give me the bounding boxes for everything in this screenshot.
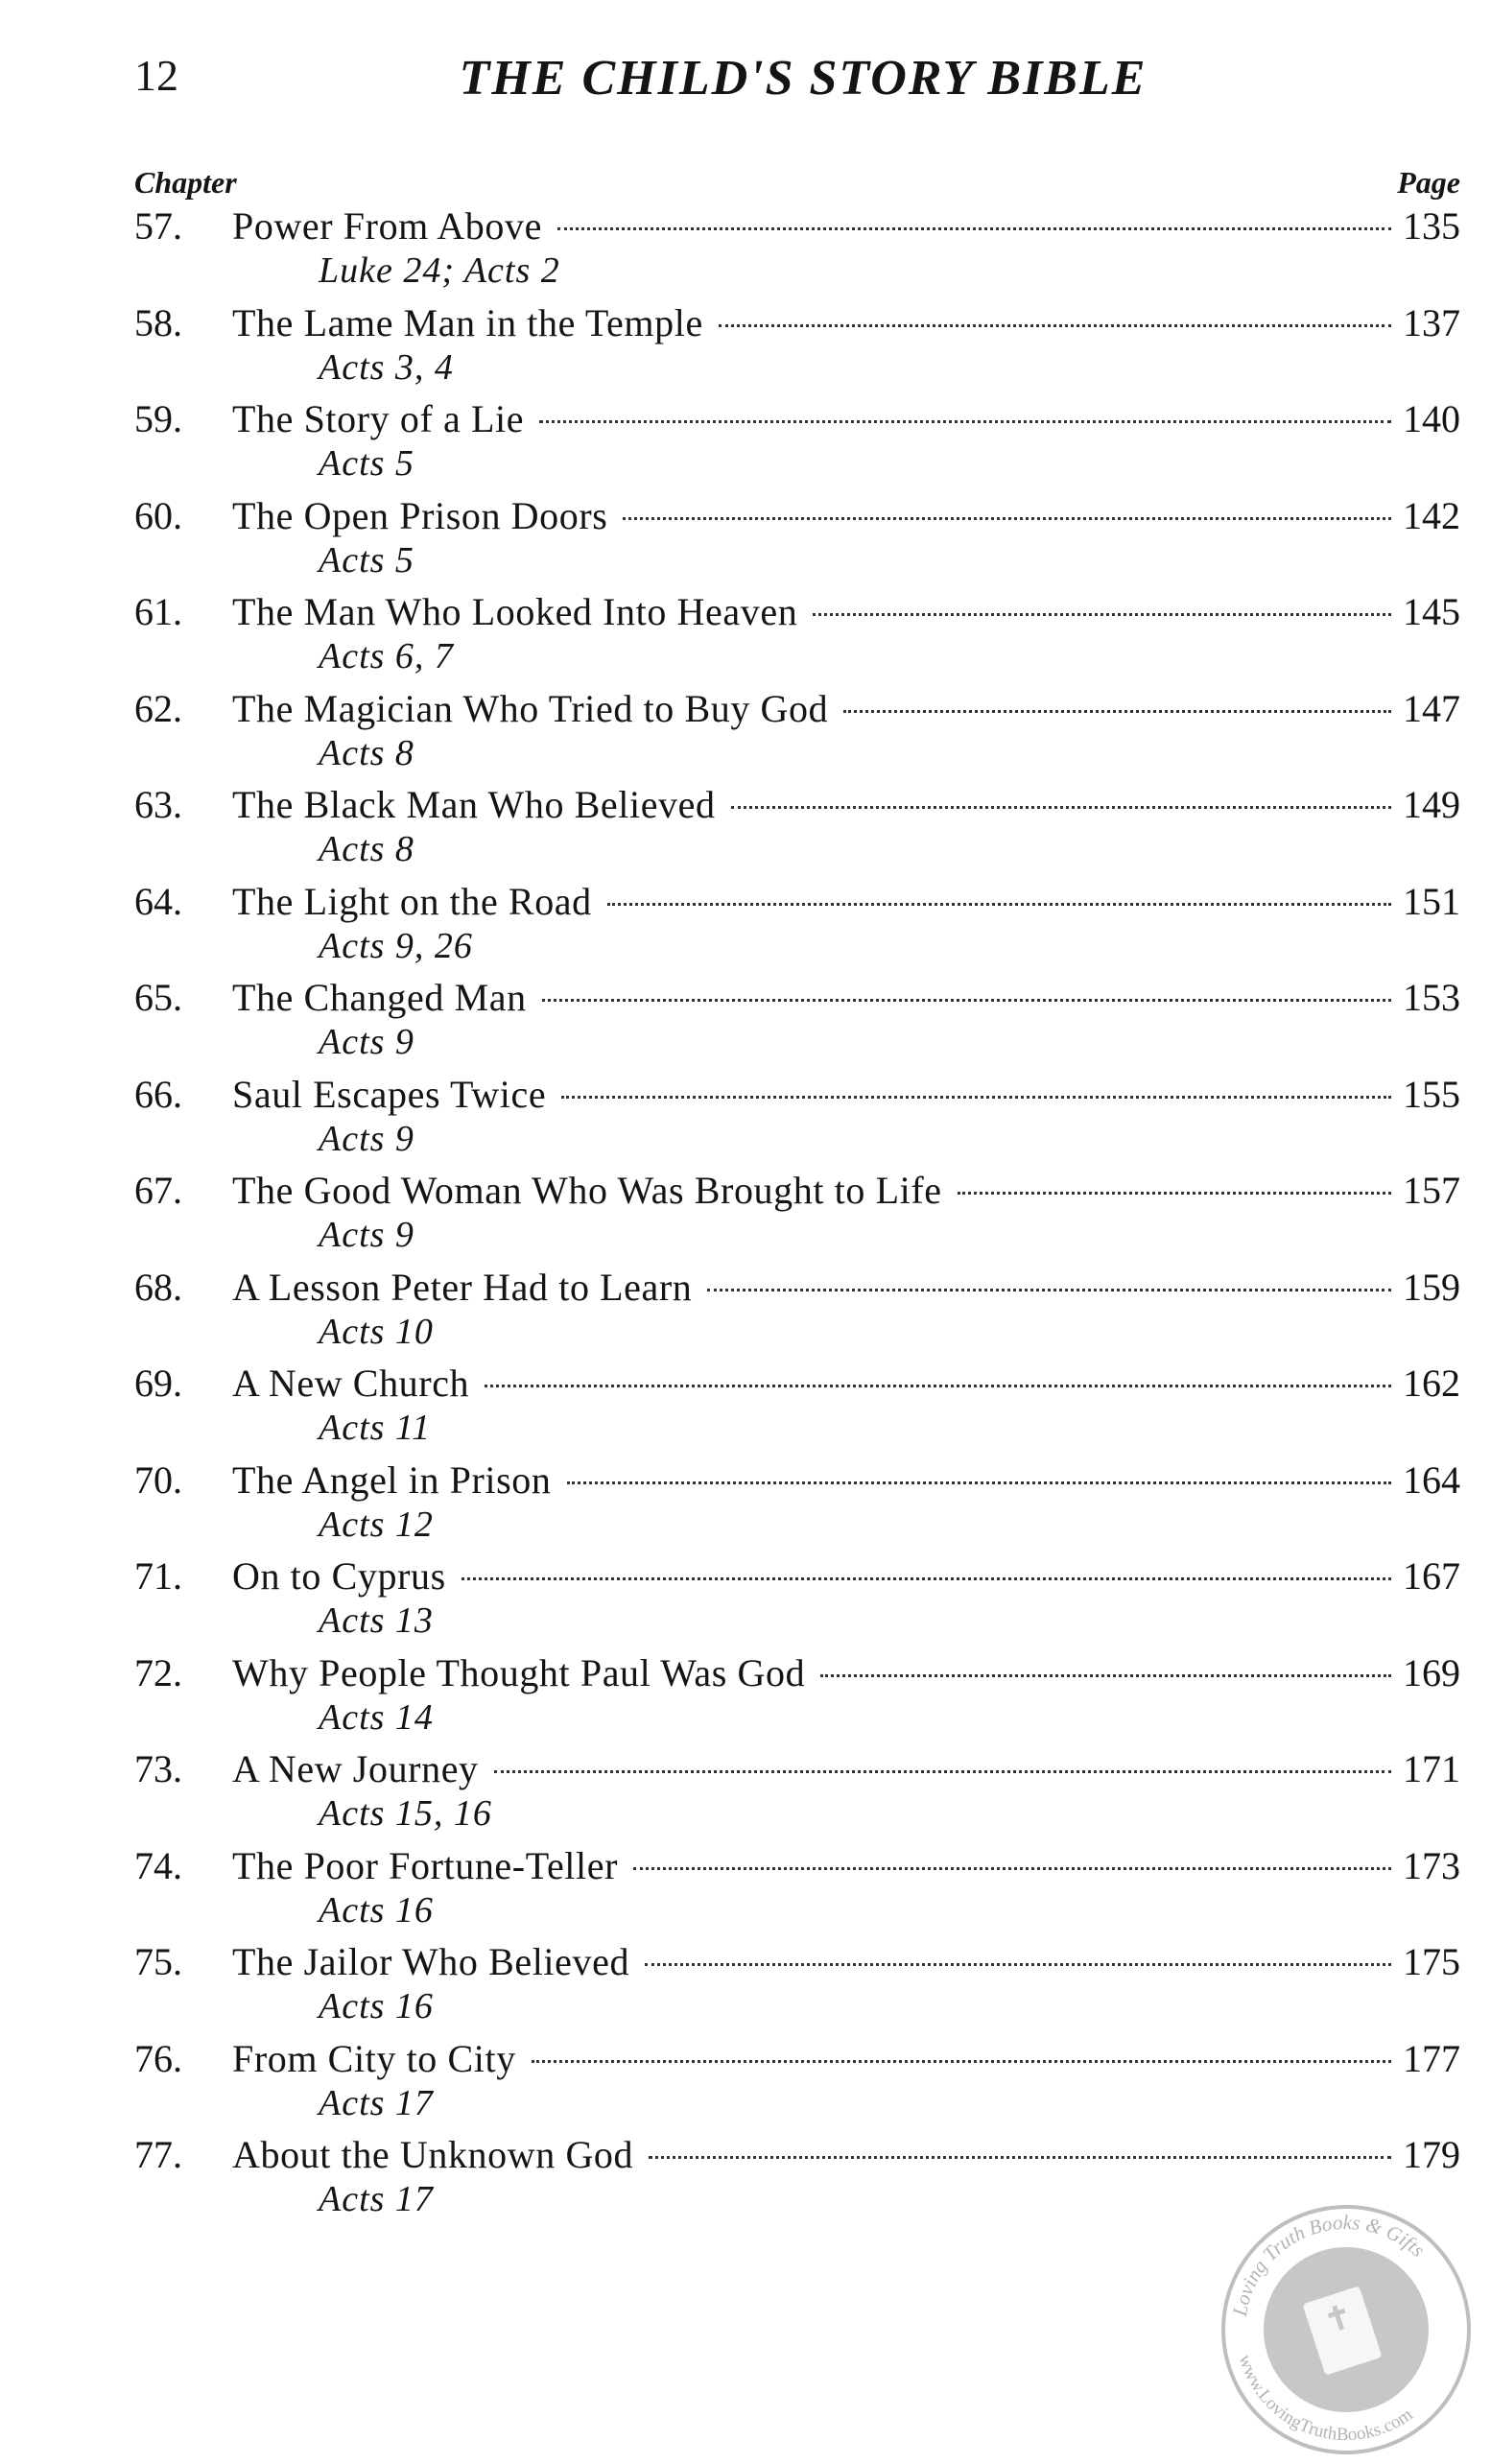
dot-leader — [958, 1192, 1391, 1195]
chapter-title: The Good Woman Who Was Brought to Life — [232, 1169, 942, 1212]
scripture-reference — [134, 1889, 1460, 1931]
chapter-number: 65. — [134, 976, 182, 1019]
chapter-number: 57. — [134, 204, 182, 248]
dot-leader — [567, 1481, 1392, 1484]
dot-leader — [707, 1289, 1391, 1291]
toc-entry — [134, 1553, 1460, 1650]
watermark-stamp — [1207, 2186, 1485, 2464]
page-column-heading: Page — [1397, 165, 1460, 200]
toc-entry-line — [134, 782, 1460, 828]
page-reference: 151 — [1403, 879, 1460, 923]
scripture-reference — [134, 1696, 1460, 1739]
page-reference: 147 — [1403, 686, 1460, 730]
column-headings — [134, 165, 1460, 203]
scripture-reference — [134, 1311, 1460, 1353]
toc-entry-line — [134, 975, 1460, 1021]
scripture-reference-text: Acts 9 — [319, 1215, 414, 1255]
chapter-number: 64. — [134, 879, 182, 923]
page-reference: 175 — [1403, 1940, 1460, 1983]
dot-leader — [633, 1867, 1391, 1870]
toc-entry-line — [134, 493, 1460, 539]
page-reference: 153 — [1403, 976, 1460, 1019]
watermark-text: Loving Truth Books & Gifts — [1227, 2210, 1430, 2318]
page-reference: 179 — [1403, 2133, 1460, 2176]
chapter-title: The Angel in Prison — [232, 1457, 552, 1502]
chapter-number: 67. — [134, 1169, 182, 1212]
page-reference: 145 — [1403, 590, 1460, 633]
toc-entry — [134, 1746, 1460, 1843]
scripture-reference — [134, 2082, 1460, 2124]
scripture-reference-text: Acts 6, 7 — [319, 636, 454, 676]
dot-leader — [623, 517, 1391, 520]
toc-entry-line — [134, 1265, 1460, 1311]
chapter-title: The Magician Who Tried to Buy God — [232, 686, 829, 730]
toc-entry — [134, 203, 1460, 300]
chapter-title: A Lesson Peter Had to Learn — [232, 1265, 693, 1309]
toc-entry-line — [134, 396, 1460, 442]
chapter-number: 72. — [134, 1650, 182, 1694]
chapter-title: Why People Thought Paul Was God — [232, 1650, 806, 1694]
page-reference: 177 — [1403, 2036, 1460, 2080]
scripture-reference — [134, 1021, 1460, 1063]
scripture-reference-text: Acts 9, 26 — [319, 925, 473, 966]
chapter-number: 70. — [134, 1457, 182, 1502]
toc-entry-line — [134, 686, 1460, 732]
toc-entry-line — [134, 1361, 1460, 1407]
scripture-reference — [134, 1118, 1460, 1160]
scripture-reference — [134, 925, 1460, 967]
scripture-reference — [134, 1599, 1460, 1642]
dot-leader — [494, 1770, 1391, 1773]
chapter-title: The Light on the Road — [232, 879, 592, 923]
chapter-number: 69. — [134, 1362, 182, 1405]
chapter-number: 68. — [134, 1265, 182, 1309]
page-reference: 137 — [1403, 300, 1460, 344]
chapter-number: 71. — [134, 1554, 182, 1598]
chapter-number: 61. — [134, 590, 182, 633]
scripture-reference — [134, 1985, 1460, 2027]
scripture-reference-text: Acts 10 — [319, 1311, 434, 1352]
page-reference: 149 — [1403, 783, 1460, 826]
chapter-title: A New Church — [232, 1362, 470, 1405]
scripture-reference-text: Acts 8 — [319, 829, 414, 869]
scripture-reference — [134, 1407, 1460, 1449]
toc-entry-line — [134, 203, 1460, 249]
toc-entry — [134, 1072, 1460, 1169]
toc-entry — [134, 1361, 1460, 1457]
toc-entry — [134, 493, 1460, 590]
chapter-title: On to Cyprus — [232, 1554, 446, 1598]
scripture-reference — [134, 828, 1460, 870]
chapter-title: The Story of a Lie — [232, 397, 525, 440]
toc-entry-line — [134, 1553, 1460, 1599]
scripture-reference-text: Acts 15, 16 — [319, 1793, 492, 1834]
chapter-title: The Jailor Who Believed — [232, 1940, 630, 1983]
toc-entry-line — [134, 1939, 1460, 1985]
dot-leader — [731, 806, 1391, 809]
chapter-title: The Poor Fortune-Teller — [232, 1843, 619, 1887]
chapter-number: 58. — [134, 300, 182, 344]
scripture-reference-text: Luke 24; Acts 2 — [319, 250, 560, 291]
chapter-title: The Changed Man — [232, 976, 527, 1019]
page-reference: 135 — [1403, 204, 1460, 248]
dot-leader — [813, 613, 1391, 616]
toc-entry-line — [134, 589, 1460, 635]
chapter-title: About the Unknown God — [232, 2133, 634, 2176]
toc-entry — [134, 1168, 1460, 1265]
chapter-title: Saul Escapes Twice — [232, 1072, 547, 1116]
dot-leader — [719, 324, 1391, 327]
chapter-title: A New Journey — [232, 1747, 479, 1790]
page-reference: 167 — [1403, 1554, 1460, 1598]
scripture-reference-text: Acts 3, 4 — [319, 346, 454, 388]
chapter-number: 59. — [134, 397, 182, 440]
toc-entry-line — [134, 1457, 1460, 1504]
toc-entry — [134, 1457, 1460, 1554]
toc-entry-line — [134, 1650, 1460, 1696]
page-reference: 142 — [1403, 493, 1460, 537]
chapter-title: The Open Prison Doors — [232, 493, 608, 537]
chapter-number: 75. — [134, 1940, 182, 1983]
dot-leader — [649, 2156, 1391, 2159]
toc-entry-line — [134, 1072, 1460, 1118]
page-reference: 155 — [1403, 1072, 1460, 1116]
toc-entry-line — [134, 1843, 1460, 1889]
scripture-reference — [134, 732, 1460, 774]
dot-leader — [542, 999, 1391, 1002]
watermark-url: www.LovingTruthBooks.com — [1234, 2352, 1417, 2446]
scripture-reference — [134, 249, 1460, 292]
page-header — [134, 50, 1414, 117]
scripture-reference-text: Acts 17 — [319, 2179, 434, 2219]
toc-entry-line — [134, 2132, 1460, 2178]
book-title: THE CHILD'S STORY BIBLE — [459, 51, 1148, 106]
toc-entry — [134, 1939, 1460, 2036]
chapter-number: 76. — [134, 2036, 182, 2080]
dot-leader — [539, 420, 1391, 423]
toc-entry-line — [134, 1168, 1460, 1214]
dot-leader — [557, 227, 1391, 230]
chapter-title: Power From Above — [232, 204, 542, 248]
chapter-number: 63. — [134, 783, 182, 826]
scripture-reference-text: Acts 8 — [319, 732, 414, 773]
toc-entry — [134, 782, 1460, 879]
scripture-reference — [134, 1504, 1460, 1546]
scripture-reference-text: Acts 12 — [319, 1504, 434, 1545]
scripture-reference — [134, 539, 1460, 581]
page-reference: 162 — [1403, 1362, 1460, 1405]
toc-entry — [134, 589, 1460, 686]
page-reference: 140 — [1403, 397, 1460, 440]
page-reference: 173 — [1403, 1843, 1460, 1887]
chapter-number: 62. — [134, 686, 182, 730]
dot-leader — [561, 1096, 1391, 1099]
chapter-title: The Lame Man in the Temple — [232, 300, 703, 344]
dot-leader — [485, 1385, 1391, 1387]
toc-entry — [134, 686, 1460, 783]
toc-entry — [134, 1265, 1460, 1362]
toc-entry — [134, 879, 1460, 976]
chapter-number: 74. — [134, 1843, 182, 1887]
toc-entry — [134, 975, 1460, 1072]
page-reference: 169 — [1403, 1650, 1460, 1694]
page-reference: 164 — [1403, 1457, 1460, 1502]
toc-entry — [134, 1650, 1460, 1747]
chapter-number: 66. — [134, 1072, 182, 1116]
dot-leader — [843, 710, 1391, 713]
page-number: 12 — [134, 51, 178, 100]
dot-leader — [532, 2060, 1391, 2063]
page-reference: 159 — [1403, 1265, 1460, 1309]
dot-leader — [820, 1674, 1391, 1677]
toc-entry — [134, 1843, 1460, 1940]
scripture-reference-text: Acts 9 — [319, 1118, 414, 1159]
chapter-column-heading: Chapter — [134, 165, 237, 200]
chapter-title: From City to City — [232, 2036, 516, 2080]
toc-entry — [134, 2036, 1460, 2133]
scripture-reference — [134, 635, 1460, 677]
chapter-title: The Man Who Looked Into Heaven — [232, 590, 798, 633]
scripture-reference-text: Acts 5 — [319, 443, 414, 484]
scripture-reference-text: Acts 16 — [319, 1986, 434, 2026]
scripture-reference-text: Acts 9 — [319, 1022, 414, 1062]
toc-entry-line — [134, 879, 1460, 925]
page-reference: 171 — [1403, 1747, 1460, 1790]
dot-leader — [607, 903, 1391, 906]
chapter-number: 60. — [134, 493, 182, 537]
scripture-reference-text: Acts 11 — [319, 1408, 432, 1448]
toc-entry — [134, 300, 1460, 397]
dot-leader — [645, 1963, 1391, 1966]
toc-entry-line — [134, 2036, 1460, 2082]
dot-leader — [462, 1577, 1391, 1580]
scripture-reference-text: Acts 5 — [319, 539, 414, 580]
toc-entry-line — [134, 1746, 1460, 1792]
scripture-reference — [134, 442, 1460, 485]
scripture-reference — [134, 1214, 1460, 1256]
table-of-contents — [134, 203, 1460, 2229]
toc-entry — [134, 396, 1460, 493]
chapter-title: The Black Man Who Believed — [232, 783, 716, 826]
chapter-number: 73. — [134, 1747, 182, 1790]
scripture-reference — [134, 1792, 1460, 1835]
scripture-reference-text: Acts 13 — [319, 1600, 434, 1641]
scripture-reference — [134, 346, 1460, 389]
scripture-reference-text: Acts 16 — [319, 1889, 434, 1931]
scripture-reference-text: Acts 17 — [319, 2082, 434, 2123]
page-reference: 157 — [1403, 1169, 1460, 1212]
toc-entry-line — [134, 300, 1460, 346]
scripture-reference-text: Acts 14 — [319, 1696, 434, 1738]
chapter-number: 77. — [134, 2133, 182, 2176]
